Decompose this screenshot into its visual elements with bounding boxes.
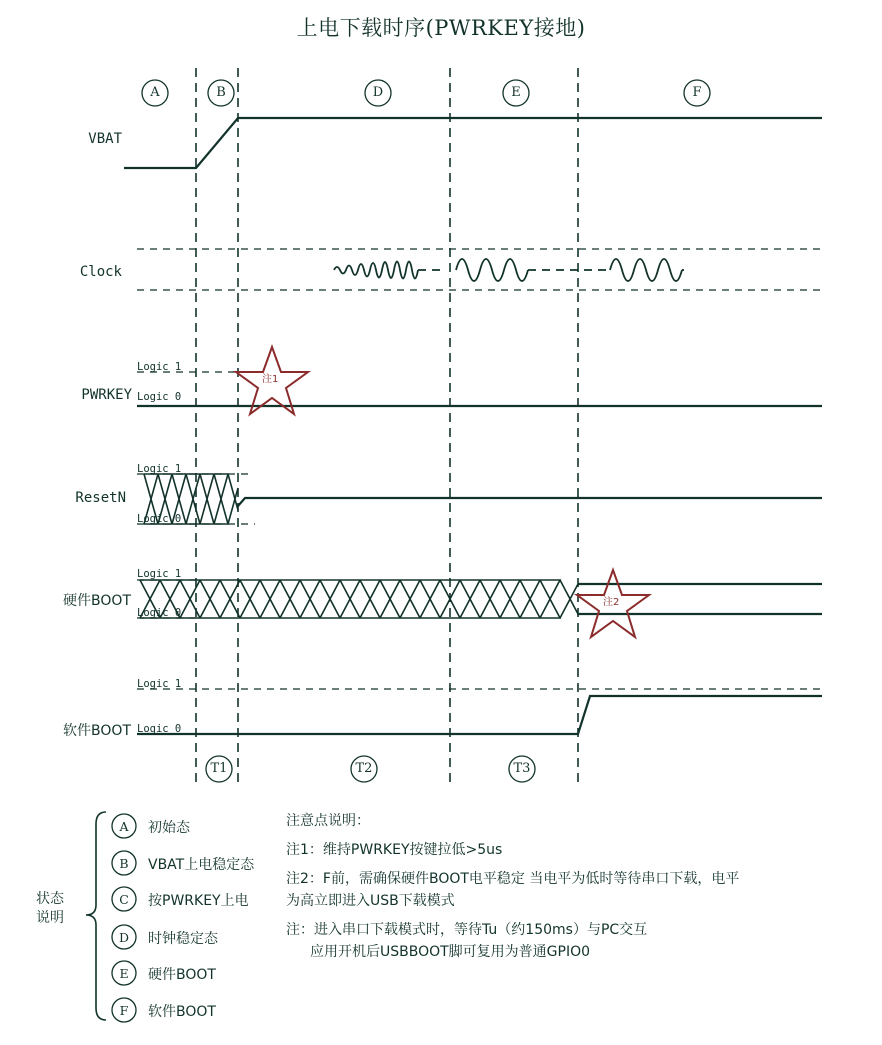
waveform-resetn [137,474,822,524]
legend-letter-a: A [119,819,129,834]
legend-letter-c: C [119,892,129,907]
note-line-1: 注1：维持PWRKEY按键拉低>5us [286,842,503,858]
phase-label-d: D [372,85,384,100]
signal-label-hw-boot: 硬件BOOT [63,593,131,609]
logic-label-pwrkey-1: Logic 1 [137,361,182,373]
legend-letter-e: E [119,966,129,981]
phase-divider-group [196,68,578,782]
signal-label-sw-boot: 软件BOOT [63,723,131,739]
star-note-1-label: 注1 [262,374,279,385]
note-line-2: 注2：F前，需确保硬件BOOT电平稳定 当电平为低时等待串口下载，电平 [286,871,740,887]
waveform-vbat [124,118,822,168]
signal-label-pwrkey: PWRKEY [81,387,132,403]
legend-letter-f: F [119,1003,129,1018]
waveform-hw-boot [137,580,822,618]
legend-letter-b: B [119,856,129,871]
waveform-pwrkey [137,372,822,406]
legend-item-e: 硬件BOOT [148,967,216,983]
legend-item-d: 时钟稳定态 [148,931,218,947]
star-note-2-label: 注2 [603,597,620,608]
legend-item-c: 按PWRKEY上电 [148,893,249,909]
note-line-4: 注：进入串口下载模式时，等待Tu（约150ms）与PC交互 [286,922,648,938]
legend-item-f: 软件BOOT [148,1004,216,1020]
notes-title: 注意点说明： [286,813,370,829]
time-state-t2: T2 [355,761,373,776]
logic-label-resetn-0: Logic 0 [137,513,182,525]
legend-heading [10,890,90,928]
legend-letter-d: D [118,930,130,945]
phase-label-b: B [216,85,226,100]
note-line-3: 为高立即进入USB下载模式 [286,893,455,909]
legend-circles [112,814,136,1022]
waveform-clock [334,259,684,281]
logic-label-hwboot-0: Logic 0 [137,607,182,619]
logic-label-pwrkey-0: Logic 0 [137,391,182,403]
legend-heading-line1: 状态 [36,891,64,907]
logic-label-hwboot-1: Logic 1 [137,568,182,580]
legend-item-a: 初始态 [148,820,190,836]
waveform-sw-boot [137,689,822,734]
time-state-t1: T1 [210,761,228,776]
phase-label-a: A [150,85,160,100]
time-state-t3: T3 [513,761,531,776]
signal-label-resetn: ResetN [75,490,126,506]
legend-item-b: VBAT上电稳定态 [148,857,255,873]
phase-label-f: F [692,85,702,100]
page-title: 上电下载时序(PWRKEY接地) [296,16,586,40]
phase-label-e: E [511,85,521,100]
signal-label-clock: Clock [79,264,122,280]
legend-heading-line2: 说明 [36,910,64,926]
logic-label-swboot-1: Logic 1 [137,678,182,690]
note-line-5: 应用开机后USBBOOT脚可复用为普通GPIO0 [310,944,591,960]
logic-label-resetn-1: Logic 1 [137,463,182,475]
signal-label-vbat: VBAT [88,131,122,147]
logic-label-swboot-0: Logic 0 [137,723,182,735]
